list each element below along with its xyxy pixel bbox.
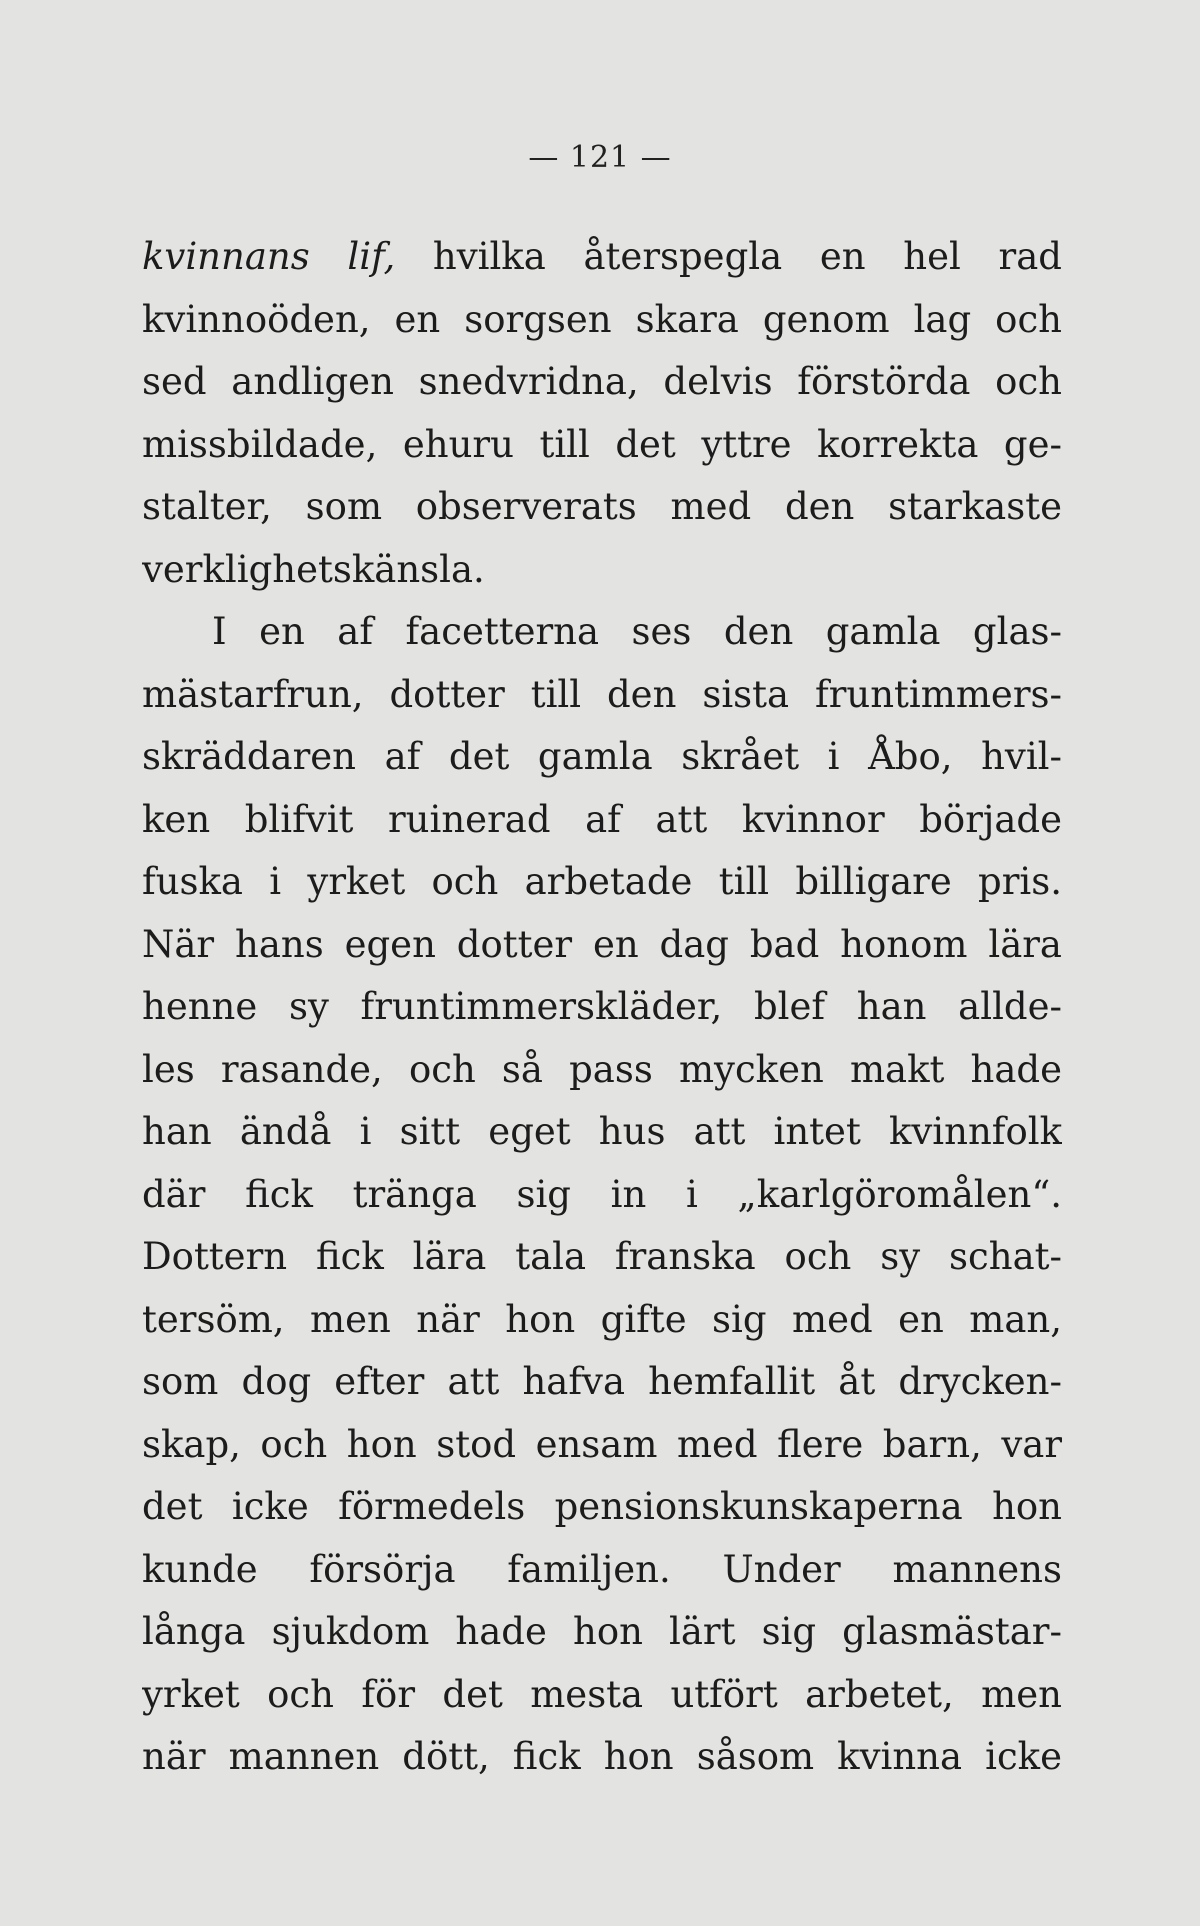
text-line: [142, 226, 1062, 289]
text-line: kunde försörja familjen. Under mannens: [142, 1547, 1062, 1591]
text-line: när mannen dött, fick hon såsom kvinna icke: [142, 1735, 1062, 1778]
text-line: mästarfrun, dotter till den sista fruntimmers-: [142, 672, 1062, 716]
text-line: långa sjukdom hade hon lärt sig glasmästar-: [142, 1610, 1062, 1653]
text-line: missbildade, ehuru till det yttre korrekta ge-: [142, 422, 1062, 466]
page-number: — 121 —: [528, 140, 672, 175]
text-line: sed andligen snedvridna, delvis förstörda och: [142, 360, 1062, 403]
italic-phrase: kvinnans lif,: [142, 235, 396, 278]
text-line: les rasande, och så pass mycken makt hade: [142, 1047, 1062, 1091]
paragraph-start-line: I en af facetterna ses den gamla glas-: [212, 610, 1062, 653]
text-line: skräddaren af det gamla skrået i Åbo, hvil-: [142, 735, 1062, 778]
text-line: henne sy fruntimmerskläder, blef han allde-: [142, 985, 1062, 1028]
text-line: tersöm, men när hon gifte sig med en man,: [142, 1297, 1062, 1341]
text-line: kvinnoöden, en sorgsen skara genom lag och: [142, 297, 1062, 341]
text-line: yrket och för det mesta utfört arbetet, men: [142, 1672, 1062, 1716]
text-line: När hans egen dotter en dag bad honom lära: [142, 922, 1062, 966]
text-line: han ändå i sitt eget hus att intet kvinnfolk: [142, 1110, 1062, 1153]
text-line: det icke förmedels pensionskunskaperna hon: [142, 1485, 1062, 1528]
text-line: verklighetskänsla.: [142, 547, 485, 591]
text-line: ken blifvit ruinerad af att kvinnor började: [142, 797, 1062, 841]
text-line: där fick tränga sig in i „karlgöromålen“.: [142, 1172, 1062, 1216]
text-line: skap, och hon stod ensam med flere barn, var: [142, 1422, 1062, 1466]
line-text: hvilka återspegla en hel rad: [395, 235, 1062, 278]
text-line: stalter, som observerats med den starkaste: [142, 485, 1062, 528]
body-text: [142, 226, 1062, 1789]
text-line: fuska i yrket och arbetade till billigare pris.: [142, 860, 1062, 903]
text-line: Dottern fick lära tala franska och sy schat-: [142, 1235, 1062, 1278]
text-line: som dog efter att hafva hemfallit åt drycken-: [142, 1360, 1062, 1403]
